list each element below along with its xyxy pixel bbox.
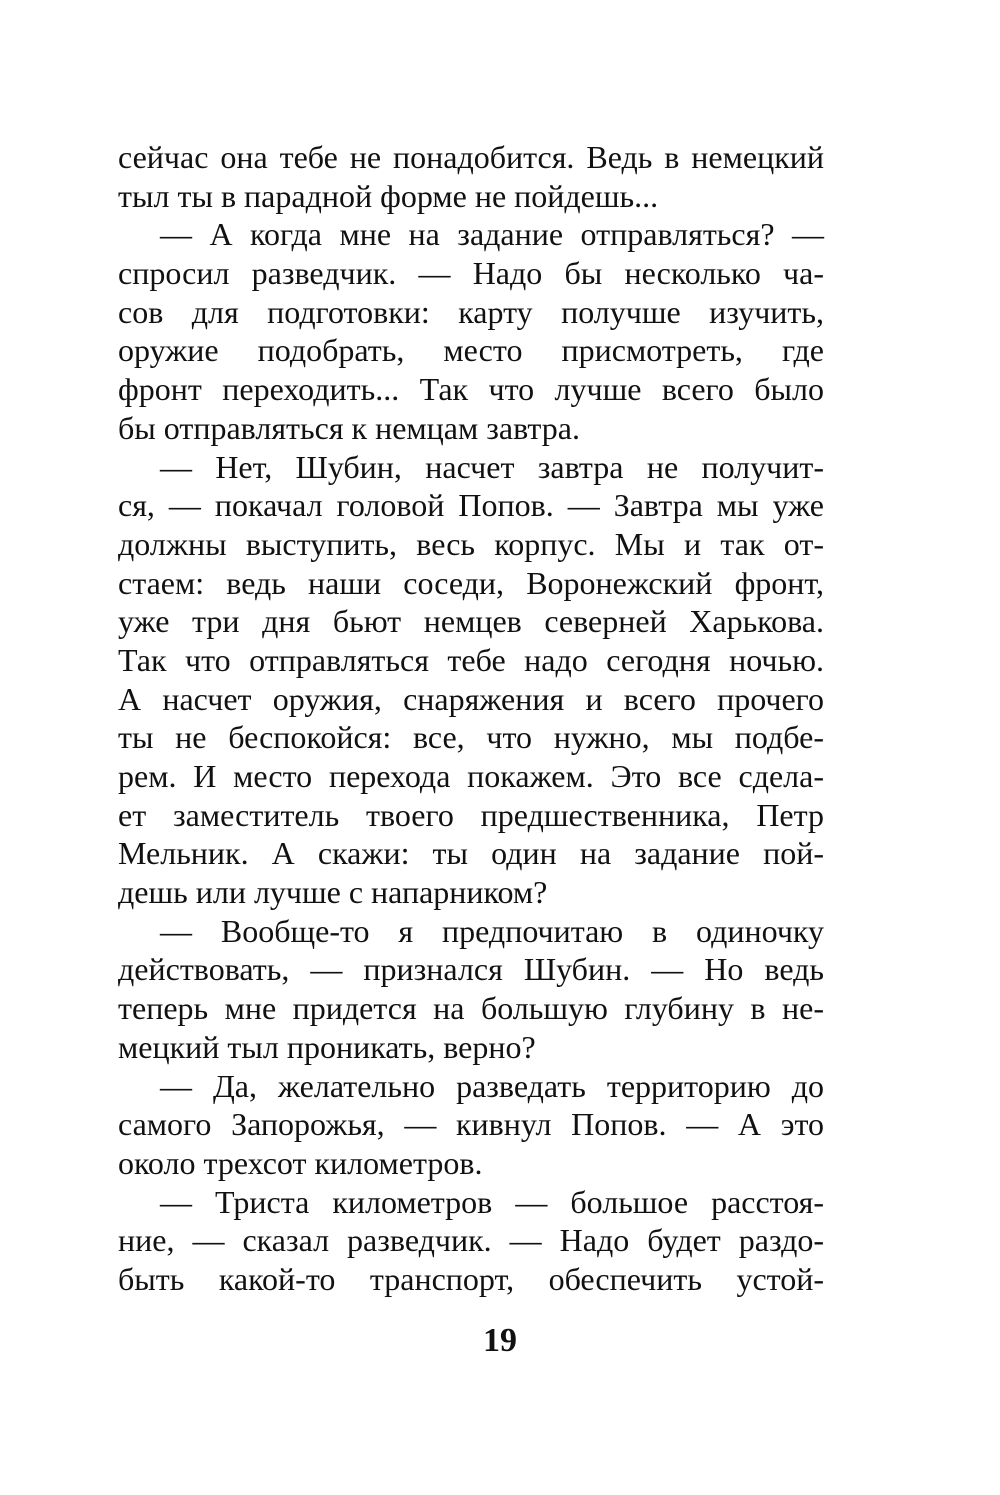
page-number: 19	[483, 1322, 517, 1359]
body-text	[118, 138, 824, 1299]
text-line: мецкий тыл проникать, верно?	[118, 1028, 536, 1065]
text-line: около трехсот километров.	[118, 1144, 483, 1181]
text-line: Мельник. А скажи: ты один на задание пой-	[118, 835, 824, 872]
text-line: ние, — сказал разведчик. — Надо будет раздо-	[118, 1222, 824, 1259]
text-line: ты не беспокойся: все, что нужно, мы подбе-	[118, 719, 824, 756]
text-line: бы отправляться к немцам завтра.	[118, 409, 580, 446]
text-line: рем. И место перехода покажем. Это все сдела-	[118, 758, 824, 794]
text-line: — Нет, Шубин, насчет завтра не получит-	[160, 448, 824, 485]
text-line: тыл ты в парадной форме не пойдешь...	[118, 177, 659, 214]
text-line: оружие подобрать, место присмотреть, где	[118, 332, 824, 369]
text-line: ся, — покачал головой Попов. — Завтра мы уже	[118, 487, 824, 524]
text-line: Так что отправляться тебе надо сегодня ночью.	[118, 641, 824, 678]
text-line: ет заместитель твоего предшественника, Петр	[118, 796, 824, 833]
text-line: быть какой-то транспорт, обеспечить устой-	[118, 1260, 824, 1297]
text-line: теперь мне придется на большую глубину в не-	[118, 990, 824, 1027]
text-line: сов для подготовки: карту получше изучить,	[118, 293, 824, 330]
text-line: — А когда мне на задание отправляться? —	[160, 216, 824, 253]
text-line: — Да, желательно разведать территорию до	[160, 1067, 824, 1104]
text-line: — Вообще-то я предпочитаю в одиночку	[160, 912, 824, 949]
text-line: действовать, — признался Шубин. — Но ведь	[118, 951, 824, 988]
text-line: стаем: ведь наши соседи, Воронежский фронт,	[118, 564, 824, 601]
text-line: сейчас она тебе не понадобится. Ведь в немецкий	[118, 139, 824, 175]
text-line: — Триста километров — большое расстоя-	[160, 1183, 824, 1220]
text-line: дешь или лучше с напарником?	[118, 874, 548, 911]
text-line: А насчет оружия, снаряжения и всего прочего	[118, 680, 824, 717]
text-line: должны выступить, весь корпус. Мы и так от-	[118, 525, 824, 562]
text-line: спросил разведчик. — Надо бы несколько ча-	[118, 255, 824, 292]
text-line: фронт переходить... Так что лучше всего было	[118, 371, 824, 408]
text-line: уже три дня бьют немцев северней Харькова.	[118, 603, 824, 640]
text-line: самого Запорожья, — кивнул Попов. — А это	[118, 1106, 824, 1143]
